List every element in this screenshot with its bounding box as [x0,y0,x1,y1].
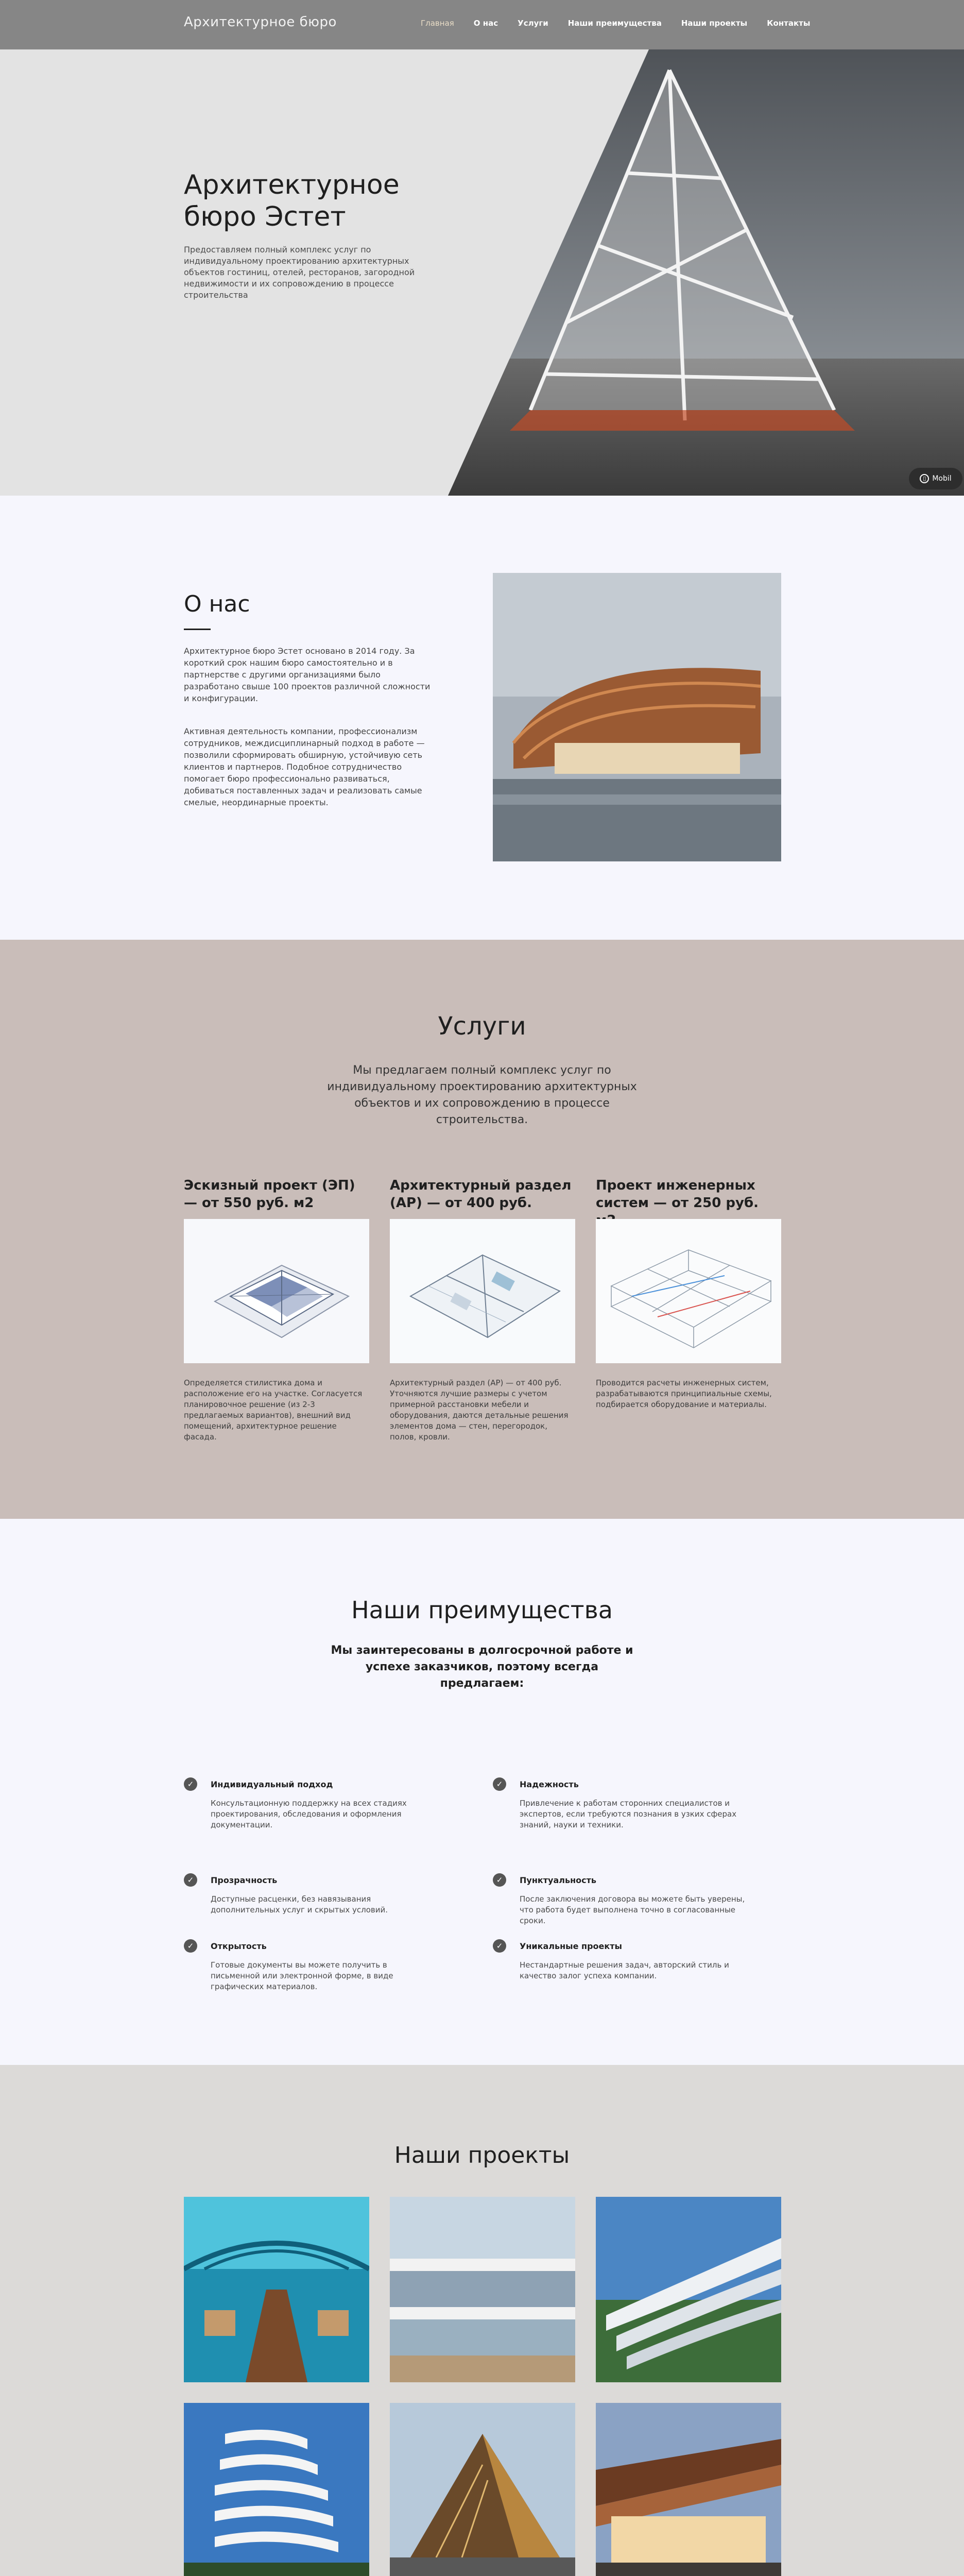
service-image-floorplan [390,1219,575,1363]
check-icon: ✓ [493,1939,506,1953]
phone-icon: ▯ [920,474,929,483]
nav-contacts[interactable]: Контакты [767,19,811,28]
service-card [596,1177,781,1410]
advantage-title: Индивидуальный подход [211,1780,333,1789]
hero-title-line2: бюро Эстет [184,201,346,232]
advantage-text: После заключения договора вы можете быть уверены, что работа будет выполнена точно в согласованные сроки. [520,1894,745,1925]
advantage-title: Пунктуальность [520,1875,596,1885]
mobile-badge[interactable] [909,468,962,489]
hero-title [184,169,472,233]
project-image-curved-tower[interactable] [596,2197,781,2382]
services-section [0,940,964,1519]
about-title: О нас [184,591,250,617]
brand-logo[interactable]: Архитектурное бюро [184,14,337,30]
nav-home[interactable]: Главная [421,19,454,28]
projects-title: Наши проекты [394,2142,570,2168]
nav-about[interactable]: О нас [473,19,498,28]
about-paragraph-2: Активная деятельность компании, профессионализм сотрудников, междисциплинарный подход в работе — позволили сформировать обширную, устойчивую сеть клиентов и партнеров. Подобное сотрудничество помогает бюро профессионально развиваться, добиваться поставленных задач и реализовать самые смелые, неординарные проекты. [184,726,425,807]
site-header [0,0,964,49]
service-card [390,1177,575,1443]
advantage-text: Привлечение к работам сторонних специалистов и экспертов, если требуются познания в узких сферах знаний, науки и техники. [520,1799,737,1829]
about-paragraph-1: Архитектурное бюро Эстет основано в 2014 году. За короткий срок нашим бюро самостоятельно и в партнерстве с другими организациями было разработано свыше 100 проектов различной сложности и конфигурации. [184,646,431,703]
about-building-image [493,573,781,861]
hero-description: Предоставляем полный комплекс услуг по индивидуальному проектированию архитектурных объектов гостиниц, отелей, ресторанов, загородной недвижимости и их сопровождению в процессе строительства [184,245,415,300]
project-image-terrace[interactable] [390,2197,575,2382]
advantage-title: Прозрачность [211,1875,278,1885]
project-image-wave-building[interactable] [184,2403,369,2576]
advantage-title: Открытость [211,1941,267,1951]
project-image-underwater[interactable] [184,2197,369,2382]
project-image-pavilion[interactable] [596,2403,781,2576]
main-nav [421,19,830,28]
advantages-section [0,1519,964,2065]
advantage-text: Нестандартные решения задач, авторский стиль и качество залог успеха компании. [520,1960,729,1980]
hero-section [0,49,964,496]
service-title: Архитектурный раздел (АР) — от 400 руб. [390,1178,572,1211]
hero-building-image [0,49,964,496]
service-card [184,1177,369,1443]
service-text: Архитектурный раздел (АР) — от 400 руб. Уточняются лучшие размеры с учетом примерной расстановки мебели и оборудования, даются детальные решения элементов дома — стен, перегородок, полов, кровли. [390,1378,569,1442]
nav-advantages[interactable]: Наши преимущества [567,19,662,28]
service-text: Определяется стилистика дома и расположение его на участке. Согласуется планировочное решение (из 2-3 предлагаемых вариантов), внешний вид помещений, архитектурное решение фасада. [184,1378,363,1442]
advantage-title: Уникальные проекты [520,1941,622,1951]
advantages-lead: Мы заинтересованы в долгосрочной работе и успехе заказчиков, поэтому всегда предлагаем: [331,1644,633,1690]
mobile-badge-label: Mobil [932,474,952,483]
check-icon: ✓ [184,1939,197,1953]
advantage-text: Консультационную поддержку на всех стадиях проектирования, обследования и оформления документации. [211,1799,407,1829]
projects-section [0,2065,964,2576]
about-section [0,496,964,940]
nav-projects[interactable]: Наши проекты [681,19,748,28]
about-title-underline [184,629,211,630]
advantage-text: Готовые документы вы можете получить в письменной или электронной форме, в виде графических материалов. [211,1960,393,1991]
project-image-gold-facade[interactable] [390,2403,575,2576]
hero-title-line1: Архитектурное [184,170,400,200]
service-image-engineering [596,1219,781,1363]
advantage-title: Надежность [520,1780,579,1789]
services-title: Услуги [438,1012,526,1041]
advantage-text: Доступные расценки, без навязывания дополнительных услуг и скрытых условий. [211,1894,388,1914]
services-lead: Мы предлагаем полный комплекс услуг по индивидуальному проектированию архитектурных объектов и их сопровождению в процессе строительства. [327,1064,637,1126]
nav-services[interactable]: Услуги [518,19,548,28]
check-icon: ✓ [493,1873,506,1887]
check-icon: ✓ [184,1873,197,1887]
check-icon: ✓ [184,1777,197,1791]
service-title: Эскизный проект (ЭП) — от 550 руб. м2 [184,1178,355,1211]
service-title: Проект инженерных систем — от 250 руб. [596,1178,759,1211]
service-text: Проводится расчеты инженерных систем, разрабатываются принципиальные схемы, подбирается оборудование и материалы. [596,1378,772,1409]
advantages-title: Наши преимущества [351,1596,613,1624]
check-icon: ✓ [493,1777,506,1791]
service-image-sketch [184,1219,369,1363]
